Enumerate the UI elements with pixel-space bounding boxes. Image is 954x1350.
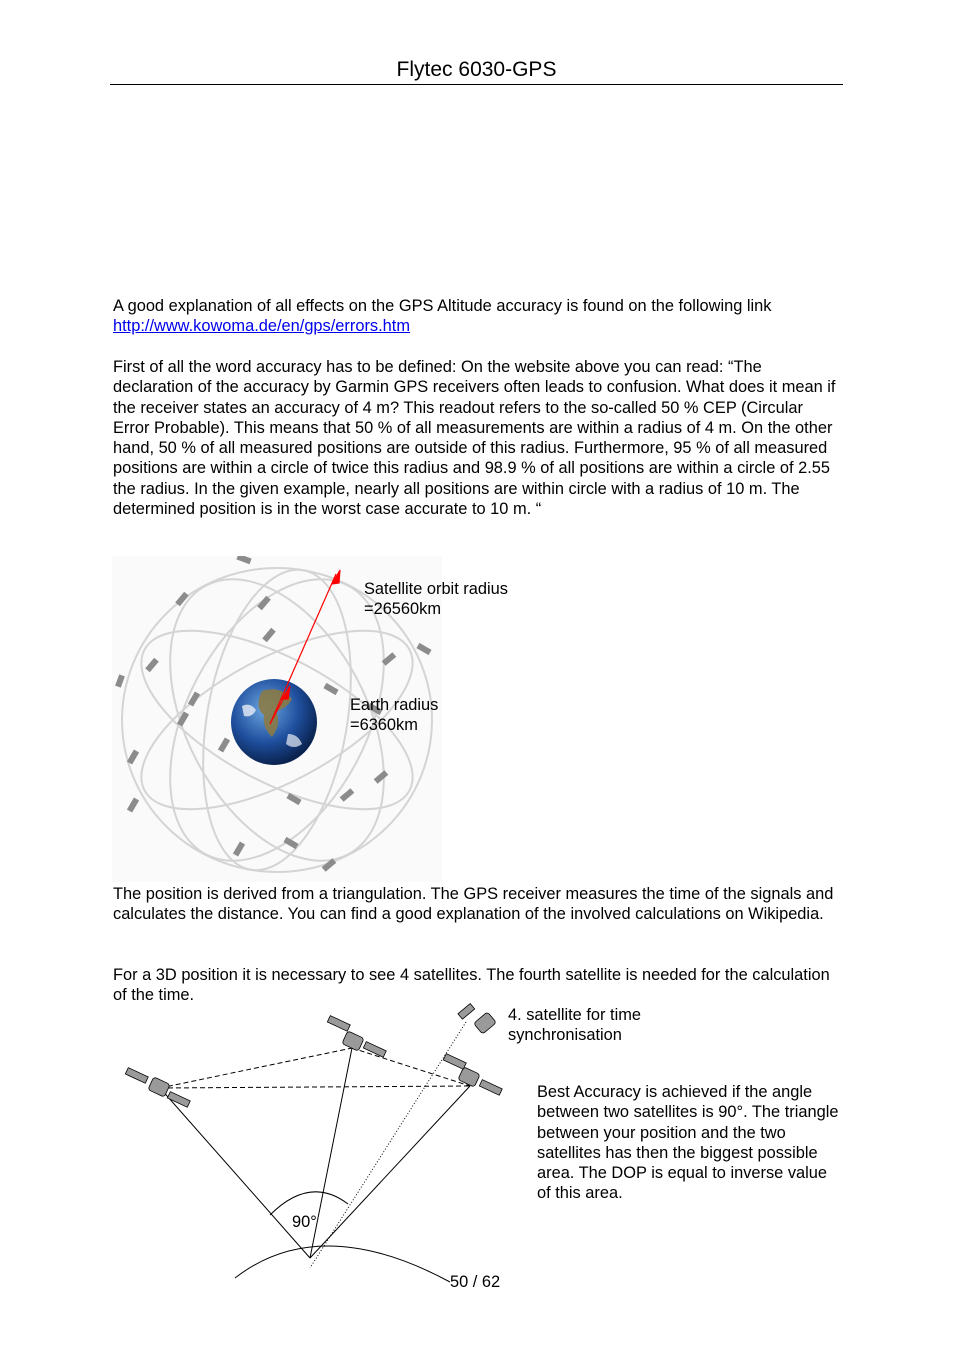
three-d-position-paragraph: For a 3D position it is necessary to see 4 satellites. The fourth satellite is needed for the calculation of the time. bbox=[113, 966, 830, 1005]
best-accuracy-text: Best Accuracy is achieved if the angle between two satellites is 90°. The triangle between your position and the two satellites has then the biggest possible area. The DOP is equal to inverse value of this area. bbox=[537, 1083, 839, 1203]
satellite-icon bbox=[443, 1054, 502, 1096]
page-title: Flytec 6030-GPS bbox=[396, 58, 557, 81]
intro-text: A good explanation of all effects on the GPS Altitude accuracy is found on the following link bbox=[113, 297, 772, 315]
intro-paragraph bbox=[113, 296, 843, 337]
orbit-radius-label: Satellite orbit radius =26560km bbox=[364, 580, 508, 619]
dop-geometry-figure bbox=[120, 1000, 520, 1290]
header-divider bbox=[110, 84, 843, 85]
fourth-satellite-label: 4. satellite for time synchronisation bbox=[508, 1006, 641, 1045]
earth-surface-arc bbox=[235, 1246, 450, 1282]
angle-label: 90° bbox=[292, 1213, 317, 1231]
triangulation-paragraph: The position is derived from a triangulation. The GPS receiver measures the time of the signals and calculates the distance. You can find a good explanation of the involved calculations on Wikipedia. bbox=[113, 885, 834, 924]
page-number: 50 / 62 bbox=[450, 1273, 501, 1291]
satellite-icon bbox=[458, 1004, 496, 1035]
accuracy-paragraph: First of all the word accuracy has to be defined: On the website above you can read: “The declaration of the accuracy by Garmin GPS receivers often leads to confusion. What does it mean if the receiver states an accuracy of 4 m? This readout refers to the so-called 50 % CEP (Circular Error Probable). This means that 50 % of all measurements are within a radius of 4 m. On the other hand, 50 % of all measured positions are outside of this radius. Furthermore, 95 % of all measured positions are within a circle of twice this radius and 98.9 % of all positions are within a circle of 2.55 the radius. In the given example, nearly all positions are within circle with a radius of 10 m. The determined position is in the worst case accurate to 10 m. “ bbox=[113, 358, 836, 519]
earth-radius-label: Earth radius =6360km bbox=[350, 696, 439, 735]
kowoma-errors-link[interactable]: http://www.kowoma.de/en/gps/errors.htm bbox=[113, 317, 410, 336]
